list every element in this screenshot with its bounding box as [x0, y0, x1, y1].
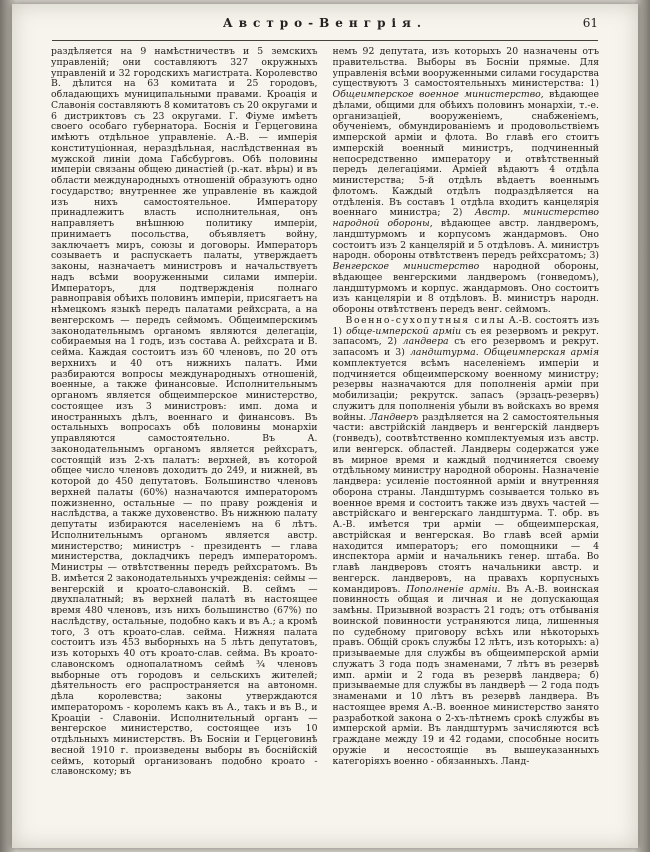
- running-head: [52, 16, 598, 38]
- right-column: [333, 47, 600, 839]
- page-number: 61: [582, 16, 598, 30]
- paragraph-right-continuation: немъ 92 депутата, изъ которыхъ 20 назначены отъ правительства. Выборы въ Босніи прямые. Для управленія всѣми вооруженными силами государства существуютъ 3 самостоятельныхъ министерства: 1) Общеимперское военное министерство, вѣдающее дѣлами, общими для обѣихъ половинъ монархіи, т.-е. организаціей, вооруженіемъ, снабженіемъ, обученіемъ, обмундированіемъ и продовольствіемъ имперской арміи и флота. Во главѣ его стоитъ имперскій военный министръ, подчиненный непосредственно императору и отвѣтственный передъ делегаціями. Арміей вѣдаютъ 4 отдѣла министерства; 5-й отдѣлъ вѣдаетъ военнымъ флотомъ. Каждый отдѣлъ подраздѣляется на отдѣленія. Въ составъ 1 отдѣла входитъ канцелярія военнаго министра; 2) Австр. министерство народной обороны, вѣдающее австр. ландверомъ, ландштурмомъ и корпусомъ жандармовъ. Оно состоитъ изъ 2 канцелярій и 5 отдѣловъ. А. министръ народн. обороны отвѣтственъ передъ рейхсратомъ; 3) Венгерское министерство народной обороны, вѣдающее венгерскими ландверомъ (гонведомъ), ландштурмомъ и корпус. жандармовъ. Оно состоитъ изъ канцеляріи и 8 отдѣловъ. В. министръ народн. обороны отвѣтственъ передъ венг. сеймомъ.: [332, 47, 599, 315]
- page-title: Австро-Венгрія.: [222, 16, 428, 30]
- book-page: [12, 4, 638, 848]
- paragraph-left-continuation: раздѣляется на 9 намѣстничествъ и 5 земскихъ управленій; они составляютъ 327 окружныхъ управленій и 32 городскихъ магистрата. Королевство В. дѣлится на 63 комитата и 25 городовъ, обладающихъ муниципальными правами. Кроація и Славонія составляютъ 8 комитатовъ съ 20 округами и 6 дистриктовъ съ 23 округами. Г. Фіуме имѣетъ своего особаго губернатора. Боснія и Герцеговина имѣютъ отдѣльное управленіе. А.-В. — имперія конституціонная, нераздѣльная, наслѣдственная въ мужской линіи дома Габсбурговъ. Обѣ половины имперіи связаны общею династіей (р.-кат. вѣры) и въ области международныхъ отношеній образуютъ одно государство; внутреннее же управленіе въ каждой изъ нихъ самостоятельное. Императору принадлежитъ власть исполнительная, онъ направляетъ внѣшнюю политику имперіи, принимаетъ посольства, объявляетъ войну, заключаетъ миръ, союзы и договоры. Императоръ созываетъ и распускаетъ палаты, утверждаетъ законы, назначаетъ министровъ и начальствуетъ надъ всѣми вооруженными силами имперіи. Императоръ, для подтвержденія полнаго равноправія обѣихъ половинъ имперіи, присягаетъ на нѣмецкомъ языкѣ передъ палатами рейхсрата, а на венгерскомъ — передъ сеймомъ. Общеимперскимъ законодательнымъ органомъ являются делегаціи, собираемыя на 1 годъ, изъ состава А. рейхсрата и В. сейма. Каждая состоитъ изъ 60 членовъ, по 20 отъ верхнихъ и 40 отъ нижнихъ палатъ. Ими разбираются вопросы международныхъ отношеній, военные, а также финансовые. Исполнительнымъ органомъ является общеимперское министерство, состоящее изъ 3 министровъ: имп. дома и иностранныхъ дѣлъ, военнаго и финансовъ. Въ остальныхъ вопросахъ обѣ половины монархіи управляются самостоятельно. Въ А. законодательнымъ органомъ является рейхсратъ, состоящій изъ 2-хъ палатъ: верхней, въ которой общее число членовъ доходитъ до 249, и нижней, въ которой до 450 депутатовъ. Большинство членовъ верхней палаты (60%) назначаются императоромъ пожизненно, остальные — по праву рожденія и наслѣдства, а также духовенство. Въ нижнюю палату депутаты избираются населеніемъ на 6 лѣтъ. Исполнительнымъ органомъ является австр. министерство; министръ - президентъ — глава министерства, докладчикъ передъ императоромъ. Министры — отвѣтственны передъ рейхсратомъ. Въ В. имѣется 2 законодательныхъ учрежденія: сеймы — венгерскій и кроато-славонскій. В. сеймъ — двухпалатный; въ верхней палатѣ въ настоящее время 480 членовъ, изъ нихъ большинство (67%) по наслѣдству, остальные, подобно какъ и въ А.; а кромѣ того, 3 отъ кроато-слав. сейма. Нижняя палата состоитъ изъ 453 выборныхъ на 5 лѣтъ депутатовъ, изъ которыхъ 40 отъ кроато-слав. сейма. Въ кроато-славонскомъ однопалатномъ сеймѣ ¾ членовъ выборные отъ городовъ и сельскихъ жителей; дѣятельность его распространяется на автономн. дѣла королевства; законы утверждаются императоромъ - королемъ какъ въ А., такъ и въ В., и Кроаціи - Славоніи. Исполнительный органъ — венгерское министерство, состоящее изъ 10 отдѣльныхъ министерствъ. Въ Босніи и Герцеговинѣ весной 1910 г. произведены выборы въ боснійскій сеймъ, который организованъ подобно кроато - славонскому; въ: [51, 47, 318, 778]
- left-column: [51, 47, 318, 839]
- text-columns: [51, 47, 599, 839]
- header-rule: [52, 40, 598, 41]
- paragraph-military-forces: Военно-сухопутныя силы А.-В. состоятъ изъ 1) обще-имперской арміи съ ея резервомъ и рекрут. запасомъ, 2) ландвера съ его резервомъ и рекрут. запасомъ и 3) ландштурма. Общеимперская армія комплектуется всѣмъ населеніемъ имперіи и подчиняется общеимперскому военному министру; резервы назначаются для пополненія арміи при мобилизаціи; рекрутск. запасъ (эрзацъ-резервъ) служитъ для пополненія убыли въ войскахъ во время войны. Ландверъ раздѣляется на 2 самостоятельныя части: австрійскій ландверъ и венгерскій ландверъ (гонведъ), соотвѣтственно комплектуемыя изъ австр. или венгерск. областей. Ландверы содержатся уже въ мирное время и каждый подчиняется своему отдѣльному министру народной обороны. Назначеніе ландвера: усиленіе постоянной арміи и внутренняя оборона страны. Ландштурмъ созывается только въ военное время и состоитъ также изъ двухъ частей — австрійскаго и венгерскаго ландштурма. Т. обр. въ А.-В. имѣется три арміи — общеимперская, австрійская и венгерская. Во главѣ всей арміи находится императоръ; его помощники — 4 инспектора арміи и начальникъ генер. штаба. Во главѣ ландверовъ стоятъ начальники австр. и венгерск. ландверовъ, на правахъ корпусныхъ командировъ. Пополненіе арміи. Въ А.-В. воинская повинность общая и личная и не допускающая замѣны. Призывной возрастъ 21 годъ; отъ отбыванія воинской повинности устраняются лица, лишенныя по судебному приговору всѣхъ или нѣкоторыхъ правъ. Общій срокъ службы 12 лѣтъ, изъ которыхъ: а) призываемые для службы въ общеимперской арміи служатъ 3 года подъ знаменами, 7 лѣтъ въ резервѣ имп. арміи и 2 года въ резервѣ ландвера; б) призываемые для службы въ ландверѣ — 2 года подъ знаменами и 10 лѣтъ въ резервѣ ландвера. Въ настоящее время А.-В. военное министерство занято разработкой закона о 2-хъ-лѣтнемъ срокѣ службы въ имперской арміи. Въ ландштурмъ зачисляются всѣ граждане между 19 и 42 годами, способные носить оружіе и несостоящіе въ вышеуказанныхъ категоріяхъ военно - обязанныхъ. Ланд-: [332, 314, 599, 767]
